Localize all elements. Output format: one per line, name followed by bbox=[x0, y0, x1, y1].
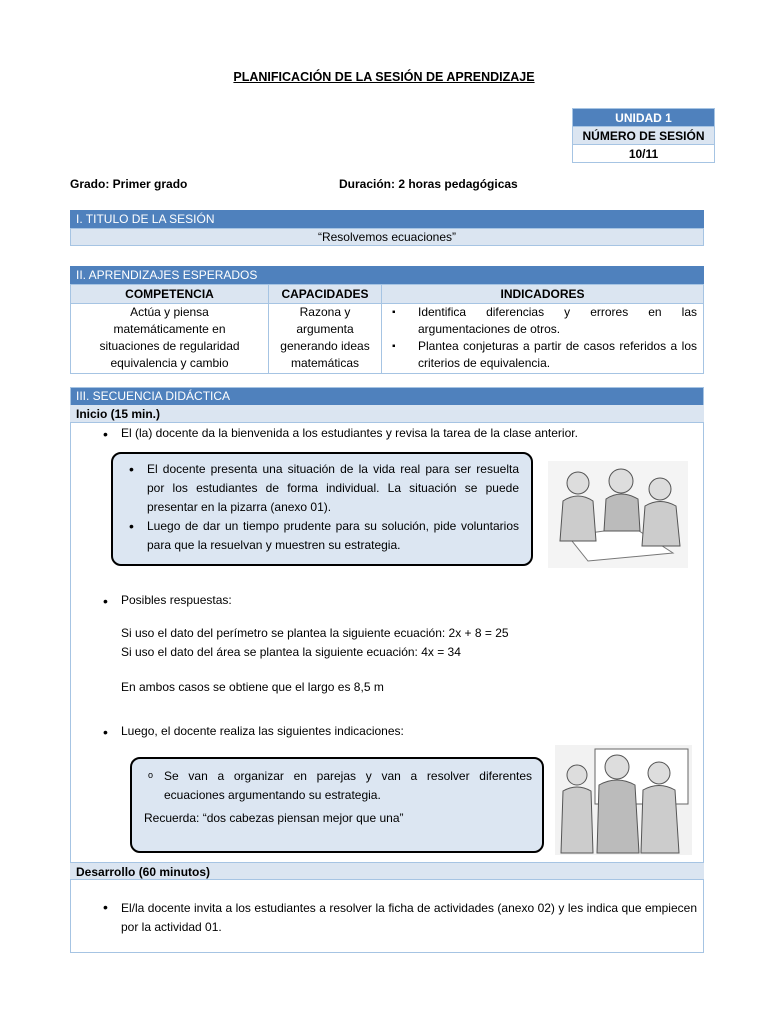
competencia-line: matemáticamente en bbox=[113, 322, 226, 336]
response-conclusion: En ambos casos se obtiene que el largo es 8,5 m bbox=[121, 680, 384, 694]
section-aprendizajes-head: II. APRENDIZAJES ESPERADOS bbox=[70, 266, 704, 284]
inicio-head: Inicio (15 min.) bbox=[70, 405, 704, 423]
indicadores-cell bbox=[382, 304, 704, 374]
recuerda-text: Recuerda: “dos cabezas piensan mejor que una” bbox=[144, 811, 404, 825]
posibles-bullet: • Posibles respuestas: bbox=[121, 593, 232, 607]
competencia-cell bbox=[71, 304, 269, 374]
students-group-illustration bbox=[548, 461, 688, 568]
unit-label: UNIDAD 1 bbox=[573, 109, 715, 127]
situation-box bbox=[111, 452, 533, 566]
document-title: PLANIFICACIÓN DE LA SESIÓN DE APRENDIZAJE bbox=[233, 70, 535, 84]
response-line: Si uso el dato del perímetro se plantea la siguiente ecuación: 2x + 8 = 25 bbox=[121, 626, 509, 640]
situation-item: • El docente presenta una situación de la vida real para ser resuelta por los estudiantes de forma individual. La situación se puede presentar en la pizarra (anexo 01). bbox=[119, 460, 519, 517]
competencia-line: equivalencia y cambio bbox=[110, 356, 229, 370]
section-title-head: I. TITULO DE LA SESIÓN bbox=[70, 210, 704, 228]
indicaciones-item: o Se van a organizar en parejas y van a resolver diferentes ecuaciones argumentando su estrategia. bbox=[138, 767, 532, 805]
section-title bbox=[70, 210, 704, 246]
response-line: Si uso el dato del área se plantea la siguiente ecuación: 4x = 34 bbox=[121, 645, 461, 659]
duration-text: Duración: 2 horas pedagógicas bbox=[339, 177, 518, 191]
indicaciones-box bbox=[130, 757, 544, 853]
competencia-line: Actúa y piensa bbox=[130, 305, 209, 319]
inicio-bullet: • El (la) docente da la bienvenida a los estudiantes y revisa la tarea de la clase anterior. bbox=[121, 426, 691, 440]
capacidades-cell bbox=[269, 304, 382, 374]
capacidades-line: matemáticas bbox=[290, 356, 360, 370]
unit-table bbox=[572, 108, 715, 163]
desarrollo-bullet: • El/la docente invita a los estudiantes a resolver la ficha de actividades (anexo 02) y les indica que empiecen por la actividad 01. bbox=[121, 899, 697, 937]
session-number-label: NÚMERO DE SESIÓN bbox=[573, 127, 715, 145]
capacidades-line: argumenta bbox=[296, 322, 354, 336]
teacher-students-illustration bbox=[555, 745, 692, 855]
col-capacidades: CAPACIDADES bbox=[269, 285, 382, 304]
luego-bullet: • Luego, el docente realiza las siguientes indicaciones: bbox=[121, 724, 404, 738]
aprendizajes-table bbox=[70, 284, 704, 374]
competencia-line: situaciones de regularidad bbox=[99, 339, 240, 353]
section-secuencia-head: III. SECUENCIA DIDÁCTICA bbox=[70, 387, 704, 405]
col-competencia: COMPETENCIA bbox=[71, 285, 269, 304]
capacidades-line: Razona y bbox=[299, 305, 351, 319]
session-title: “Resolvemos ecuaciones” bbox=[70, 228, 704, 246]
grade-text: Grado: Primer grado bbox=[70, 177, 188, 191]
session-number-value: 10/11 bbox=[573, 145, 715, 163]
col-indicadores: INDICADORES bbox=[382, 285, 704, 304]
capacidades-line: generando ideas bbox=[280, 339, 370, 353]
situation-item: • Luego de dar un tiempo prudente para su solución, pide voluntarios para que la resuelvan y muestren su estrategia. bbox=[119, 517, 519, 555]
desarrollo-head: Desarrollo (60 minutos) bbox=[70, 862, 704, 880]
indicador-item: ▪ Identifica diferencias y errores en las argumentaciones de otros. bbox=[388, 304, 697, 338]
indicador-item: ▪ Plantea conjeturas a partir de casos referidos a los criterios de equivalencia. bbox=[388, 338, 697, 372]
